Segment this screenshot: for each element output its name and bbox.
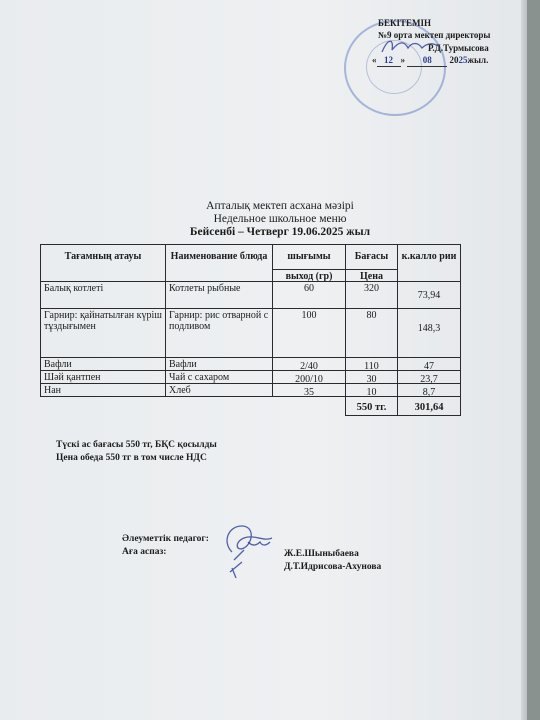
approval-signer: Р.Д.Турмысова	[428, 43, 489, 53]
header-name-ru: Наименование блюда	[165, 244, 273, 282]
menu-title-date: Бейсенбі – Четверг 19.06.2025 жыл	[189, 226, 371, 238]
row4-kcal: 23,7	[397, 370, 461, 384]
header-name-kz: Тағамның атауы	[40, 244, 166, 282]
row4-name-ru: Чай с сахаром	[165, 370, 273, 384]
date-prefix: «	[372, 55, 377, 65]
row3-name-kz: Вафли	[40, 357, 166, 371]
approval-line1: БЕКІТЕМІН	[378, 18, 431, 28]
header-output-ru: выход (гр)	[272, 269, 346, 282]
header-price-kz: Бағасы	[345, 244, 398, 270]
row4-price: 30	[345, 370, 398, 384]
row1-kcal: 73,94	[397, 281, 461, 309]
page-edge	[521, 0, 527, 720]
row2-kcal: 148,3	[397, 308, 461, 358]
menu-title-kz: Апталық мектеп асхана мәзірі	[206, 200, 354, 212]
row5-kcal: 8,7	[397, 383, 461, 397]
row2-name-ru: Гарнир: рис отварной с подливом	[165, 308, 273, 358]
total-price: 550 тг.	[345, 396, 398, 416]
row1-price: 320	[345, 281, 398, 309]
row5-output: 35	[272, 383, 346, 397]
total-kcal: 301,64	[397, 396, 461, 416]
row1-name-ru: Котлеты рыбные	[165, 281, 273, 309]
row5-price: 10	[345, 383, 398, 397]
row3-name-ru: Вафли	[165, 357, 273, 371]
row2-name-kz: Гарнир: қайнатылған күріш тұздығымен	[40, 308, 166, 358]
date-month: 08	[407, 55, 447, 67]
row5-name-ru: Хлеб	[165, 383, 273, 397]
row3-price: 110	[345, 357, 398, 371]
price-note-kz: Түскі ас бағасы 550 тг, БҚС қосылды	[56, 440, 217, 450]
row3-output: 2/40	[272, 357, 346, 371]
name-social-pedagogue: Ж.Е.Шыныбаева	[284, 549, 359, 559]
approval-line2: №9 орта мектеп директоры	[378, 30, 491, 40]
row1-name-kz: Балық котлеті	[40, 281, 166, 309]
row2-price: 80	[345, 308, 398, 358]
header-kcal: к.калло рии	[397, 244, 461, 282]
header-output-kz: шығымы	[272, 244, 346, 270]
row2-output: 100	[272, 308, 346, 358]
date-day: 12	[377, 55, 401, 67]
date-year-prefix: 20	[449, 55, 459, 65]
role-head-cook: Аға аспаз:	[122, 547, 167, 557]
date-suffix: жыл.	[467, 55, 489, 65]
row3-kcal: 47	[397, 357, 461, 371]
row4-output: 200/10	[272, 370, 346, 384]
row5-name-kz: Нан	[40, 383, 166, 397]
date-year: 25	[458, 55, 468, 65]
price-note-ru: Цена обеда 550 тг в том числе НДС	[56, 453, 207, 463]
staff-signature	[214, 512, 278, 584]
header-price-ru: Цена	[345, 269, 398, 282]
date-sep: »	[400, 55, 408, 65]
director-signature	[380, 36, 440, 58]
name-head-cook: Д.Т.Идрисова-Ахунова	[284, 562, 382, 572]
row1-output: 60	[272, 281, 346, 309]
row4-name-kz: Шәй қантпен	[40, 370, 166, 384]
menu-title-ru: Недельное школьное меню	[213, 213, 347, 225]
role-social-pedagogue: Әлеуметтік педагог:	[122, 534, 209, 544]
